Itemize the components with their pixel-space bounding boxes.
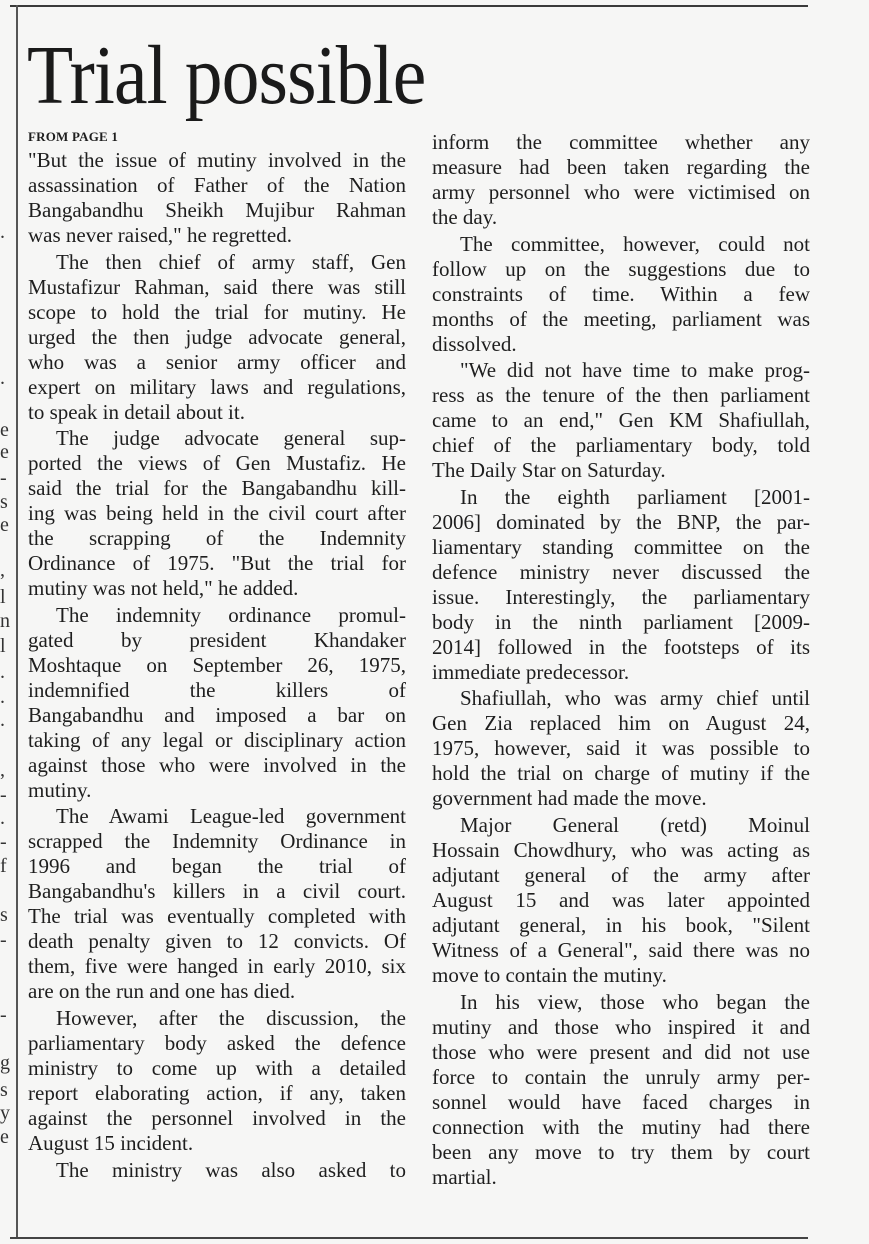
- text-line: [28, 576, 406, 601]
- paragraph: [432, 358, 810, 483]
- text-line-content: Ordinance of 1975. "But the trial for: [28, 551, 406, 576]
- paragraph: [432, 130, 810, 230]
- text-line: [28, 829, 406, 854]
- text-line: [28, 728, 406, 753]
- margin-fragment: e: [0, 1126, 9, 1148]
- text-line-content: ress as the tenure of the then parliament: [432, 383, 810, 408]
- text-line: [432, 433, 810, 458]
- paragraph: [28, 426, 406, 601]
- text-line-content: said the trial for the Bangabandhu kill-: [28, 476, 406, 501]
- margin-fragment: .: [0, 367, 5, 389]
- text-line-content: months of the meeting, parliament was: [432, 306, 810, 331]
- paragraph: [432, 990, 810, 1190]
- text-line: [432, 813, 810, 838]
- text-line-content: In his view, those who began the: [460, 989, 810, 1014]
- text-line-content: Witness of a General", said there was no: [432, 937, 810, 962]
- text-line: [28, 603, 406, 628]
- text-line: [28, 476, 406, 501]
- margin-fragment: ,: [0, 559, 5, 581]
- margin-fragment: e: [0, 441, 9, 463]
- jump-line: FROM PAGE 1: [28, 129, 119, 144]
- text-line-content: the day.: [432, 205, 498, 229]
- text-line: [432, 786, 810, 811]
- text-line: [28, 325, 406, 350]
- text-line: [28, 929, 406, 954]
- text-line-content: The Daily Star on Saturday.: [432, 458, 666, 483]
- text-line: [432, 736, 810, 761]
- text-line: [432, 180, 810, 205]
- article-column-right: [432, 130, 810, 1191]
- text-line-content: measure had been taken regarding the: [432, 155, 810, 179]
- text-line-content: The then chief of army staff, Gen: [56, 249, 406, 274]
- text-line-content: them, five were hanged in early 2010, six: [28, 954, 406, 979]
- margin-fragment: .: [0, 709, 5, 731]
- text-line-content: scope to hold the trial for mutiny. He: [28, 299, 406, 324]
- text-line-content: In the eighth parliament [2001-: [460, 484, 810, 509]
- margin-fragment: .: [0, 221, 5, 243]
- text-line-content: 2014] followed in the footsteps of its: [432, 634, 810, 659]
- text-line: [432, 938, 810, 963]
- text-line: [432, 358, 810, 383]
- text-line: [432, 711, 810, 736]
- text-line: [432, 838, 810, 863]
- text-line: [28, 1081, 406, 1106]
- margin-fragment: l: [0, 586, 6, 608]
- text-line-content: mutiny was not held," he added.: [28, 576, 299, 601]
- text-line-content: scrapped the Indemnity Ordinance in: [28, 829, 406, 854]
- text-line: [432, 635, 810, 660]
- paragraph: [28, 1158, 406, 1183]
- text-line: [28, 753, 406, 778]
- text-line-content: came to an end," Gen KM Shafiullah,: [432, 408, 810, 433]
- text-line: [432, 307, 810, 332]
- text-line: [28, 300, 406, 325]
- text-line: [432, 332, 810, 357]
- text-line-content: 2006] dominated by the BNP, the par-: [432, 509, 810, 534]
- text-line: [28, 400, 406, 425]
- text-line-content: Bangabandhu and imposed a bar on: [28, 702, 406, 727]
- text-line-content: 1996 and began the trial of: [28, 854, 406, 879]
- text-line: [432, 205, 810, 230]
- paragraph: [28, 148, 406, 248]
- text-line-content: mutiny and those who inspired it and: [432, 1014, 810, 1039]
- text-line: [28, 275, 406, 300]
- text-line-content: assassination of Father of the Nation: [28, 173, 406, 197]
- text-line: [432, 408, 810, 433]
- text-line: [432, 485, 810, 510]
- text-line-content: ported the views of Gen Mustafiz. He: [28, 451, 406, 476]
- text-line-content: against those who were involved in the: [28, 752, 406, 777]
- text-line-content: those who were present and did not use: [432, 1039, 810, 1064]
- text-line-content: was never raised," he regretted.: [28, 223, 292, 247]
- text-line: [28, 1158, 406, 1183]
- text-line: [28, 653, 406, 678]
- text-line: [432, 660, 810, 685]
- text-line-content: The Awami League-led government: [56, 804, 406, 829]
- top-rule: [10, 5, 808, 7]
- text-line: [28, 173, 406, 198]
- paragraph: [432, 232, 810, 357]
- margin-fragment: l: [0, 635, 6, 657]
- text-line-content: defence ministry never discussed the: [432, 559, 810, 584]
- margin-fragment: s: [0, 904, 8, 926]
- text-line-content: Shafiullah, who was army chief until: [460, 686, 810, 711]
- text-line: [432, 1165, 810, 1190]
- text-line-content: The judge advocate general sup-: [56, 426, 406, 451]
- text-line-content: death penalty given to 12 convicts. Of: [28, 929, 406, 954]
- text-line: [28, 375, 406, 400]
- text-line: [432, 761, 810, 786]
- margin-fragment: -: [0, 784, 7, 806]
- text-line: [432, 888, 810, 913]
- text-line-content: adjutant general of the army after: [432, 862, 810, 887]
- text-line-content: Hossain Chowdhury, who was acting as: [432, 837, 810, 862]
- text-line: [28, 678, 406, 703]
- text-line: [28, 198, 406, 223]
- text-line: [432, 510, 810, 535]
- text-line-content: sonnel would have faced charges in: [432, 1089, 810, 1114]
- text-line: [28, 904, 406, 929]
- text-line: [432, 1040, 810, 1065]
- text-line-content: who was a senior army officer and: [28, 349, 406, 374]
- margin-fragment: e: [0, 419, 9, 441]
- margin-fragment: e: [0, 514, 9, 536]
- margin-fragment: -: [0, 929, 7, 951]
- text-line-content: move to contain the mutiny.: [432, 962, 667, 987]
- text-line-content: taking of any legal or disciplinary action: [28, 727, 406, 752]
- paragraph: [28, 804, 406, 1004]
- margin-fragment: n: [0, 610, 10, 632]
- text-line-content: dissolved.: [432, 331, 517, 356]
- text-line-content: army personnel who were victimised on: [432, 180, 810, 204]
- text-line-content: immediate predecessor.: [432, 659, 630, 684]
- text-line-content: Gen Zia replaced him on August 24,: [432, 711, 810, 736]
- text-line: [28, 703, 406, 728]
- text-line: [432, 383, 810, 408]
- paragraph: [432, 686, 810, 811]
- text-line-content: The trial was eventually completed with: [28, 904, 406, 929]
- text-line: [432, 990, 810, 1015]
- text-line: [28, 451, 406, 476]
- text-line: [28, 501, 406, 526]
- headline: Trial possible: [27, 29, 426, 122]
- text-line: [432, 1015, 810, 1040]
- text-line-content: the scrapping of the Indemnity: [28, 526, 406, 551]
- bottom-rule: [10, 1237, 808, 1239]
- text-line-content: body in the ninth parliament [2009-: [432, 609, 810, 634]
- text-line-content: follow up on the suggestions due to: [432, 256, 810, 281]
- text-line: [28, 148, 406, 173]
- text-line-content: been any move to try them by court: [432, 1139, 810, 1164]
- text-line-content: ing was being held in the civil court after: [28, 501, 406, 526]
- margin-fragment: -: [0, 467, 7, 489]
- text-line-content: against the personnel involved in the: [28, 1105, 406, 1130]
- margin-fragment: f: [0, 855, 7, 877]
- margin-fragment: ,: [0, 759, 5, 781]
- text-line: [432, 257, 810, 282]
- text-line-content: parliamentary body asked the defence: [28, 1030, 406, 1055]
- text-line-content: hold the trial on charge of mutiny if the: [432, 761, 810, 786]
- text-line: [28, 879, 406, 904]
- text-line-content: issue. Interestingly, the parliamentary: [432, 584, 810, 609]
- text-line-content: "We did not have time to make prog-: [460, 358, 810, 383]
- text-line: [28, 551, 406, 576]
- text-line-content: force to contain the unruly army per-: [432, 1064, 810, 1089]
- text-line: [432, 913, 810, 938]
- text-line: [28, 1106, 406, 1131]
- margin-fragment: g: [0, 1052, 10, 1074]
- text-line-content: report elaborating action, if any, taken: [28, 1080, 406, 1105]
- paragraph: [432, 485, 810, 685]
- text-line-content: "But the issue of mutiny involved in the: [28, 148, 406, 172]
- text-line-content: expert on military laws and regulations,: [28, 374, 406, 399]
- text-line-content: 1975, however, said it was possible to: [432, 736, 810, 761]
- article-column-left: [28, 148, 406, 1184]
- text-line-content: inform the committee whether any: [432, 130, 810, 154]
- text-line: [432, 1140, 810, 1165]
- text-line: [28, 1031, 406, 1056]
- column-divider-rule: [16, 5, 18, 1239]
- margin-fragment: -: [0, 1004, 7, 1026]
- text-line-content: indemnified the killers of: [28, 677, 406, 702]
- text-line-content: chief of the parliamentary body, told: [432, 433, 810, 458]
- paragraph: [28, 603, 406, 803]
- text-line: [432, 155, 810, 180]
- text-line: [432, 282, 810, 307]
- text-line-content: The indemnity ordinance promul-: [56, 602, 406, 627]
- text-line-content: gated by president Khandaker: [28, 627, 406, 652]
- text-line-content: mutiny.: [28, 777, 92, 802]
- text-line-content: urged the then judge advocate general,: [28, 324, 406, 349]
- paragraph: [28, 1006, 406, 1156]
- text-line: [432, 232, 810, 257]
- text-line-content: adjutant general, in his book, "Silent: [432, 912, 810, 937]
- text-line: [28, 954, 406, 979]
- paragraph: [28, 250, 406, 425]
- text-line: [28, 854, 406, 879]
- margin-fragment: .: [0, 807, 5, 829]
- margin-fragment: s: [0, 1079, 8, 1101]
- text-line-content: Moshtaque on September 26, 1975,: [28, 652, 406, 677]
- text-line: [432, 1065, 810, 1090]
- text-line-content: ministry to come up with a detailed: [28, 1055, 406, 1080]
- text-line: [28, 526, 406, 551]
- text-line-content: Bangabandhu Sheikh Mujibur Rahman: [28, 198, 406, 222]
- text-line-content: constraints of time. Within a few: [432, 281, 810, 306]
- text-line: [28, 979, 406, 1004]
- margin-fragment: y: [0, 1102, 10, 1124]
- text-line-content: connection with the mutiny had there: [432, 1114, 810, 1139]
- margin-fragment: -: [0, 831, 7, 853]
- text-line: [432, 610, 810, 635]
- text-line: [432, 458, 810, 483]
- text-line-content: are on the run and one has died.: [28, 979, 296, 1004]
- text-line-content: Mustafizur Rahman, said there was still: [28, 274, 406, 299]
- text-line-content: The ministry was also asked to: [56, 1157, 406, 1182]
- text-line: [28, 778, 406, 803]
- text-line: [432, 1090, 810, 1115]
- margin-fragment: .: [0, 661, 5, 683]
- text-line: [432, 686, 810, 711]
- text-line: [28, 1056, 406, 1081]
- text-line: [28, 1006, 406, 1031]
- margin-fragment: .: [0, 686, 5, 708]
- text-line: [28, 250, 406, 275]
- text-line: [432, 535, 810, 560]
- text-line: [28, 804, 406, 829]
- text-line: [432, 1115, 810, 1140]
- text-line: [432, 560, 810, 585]
- text-line-content: Bangabandhu's killers in a civil court.: [28, 879, 406, 904]
- text-line: [432, 963, 810, 988]
- text-line-content: to speak in detail about it.: [28, 399, 245, 424]
- text-line: [432, 130, 810, 155]
- text-line: [28, 1131, 406, 1156]
- text-line-content: The committee, however, could not: [460, 231, 810, 256]
- margin-fragment: s: [0, 491, 8, 513]
- text-line: [28, 350, 406, 375]
- text-line-content: liamentary standing committee on the: [432, 534, 810, 559]
- text-line-content: martial.: [432, 1164, 497, 1189]
- text-line-content: August 15 incident.: [28, 1130, 194, 1155]
- text-line: [432, 863, 810, 888]
- text-line: [28, 223, 406, 248]
- text-line-content: Major General (retd) Moinul: [460, 812, 810, 837]
- text-line-content: government had made the move.: [432, 786, 707, 811]
- text-line: [432, 585, 810, 610]
- text-line-content: However, after the discussion, the: [56, 1005, 406, 1030]
- text-line-content: August 15 and was later appointed: [432, 887, 810, 912]
- paragraph: [432, 813, 810, 988]
- text-line: [28, 426, 406, 451]
- text-line: [28, 628, 406, 653]
